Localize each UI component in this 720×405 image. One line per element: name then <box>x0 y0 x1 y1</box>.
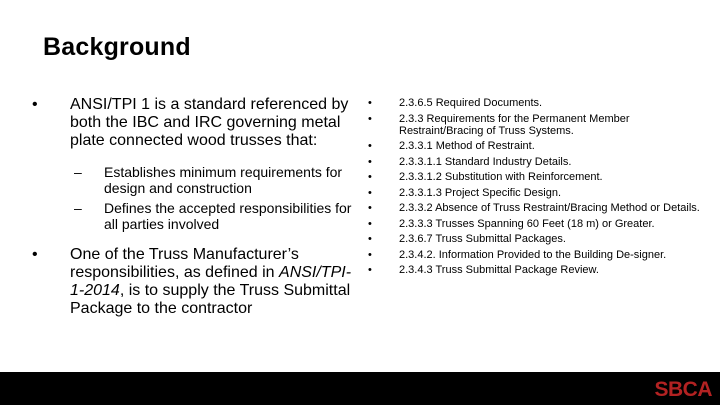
dash-icon: – <box>74 200 82 216</box>
bullet-dot-icon: • <box>368 202 372 214</box>
bullet-text-post: , is to supply the Truss Submittal Package to the contractor <box>70 282 351 317</box>
sbca-logo: SBCA <box>654 378 712 401</box>
right-column <box>366 97 711 280</box>
bullet-dot-icon: • <box>32 96 38 113</box>
list-item-text: 2.3.3.1.1 Standard Industry Details. <box>399 155 572 168</box>
bullet-dot-icon: • <box>368 233 372 245</box>
bullet-dot-icon: • <box>368 248 372 261</box>
list-item <box>366 218 711 230</box>
bullet-dot-icon: • <box>368 264 372 276</box>
dash-icon: – <box>74 164 82 180</box>
bullet-text: ANSI/TPI 1 is a standard referenced by both the IBC and IRC governing metal plate connected wood trusses that: <box>70 96 349 149</box>
bullet-dot-icon: • <box>368 112 372 125</box>
list-item-text: 2.3.6.7 Truss Submittal Packages. <box>399 233 566 245</box>
list-item-text: 2.3.3.2 Absence of Truss Restraint/Bracing Method or Details. <box>399 202 700 214</box>
bullet-dot-icon: • <box>32 246 38 263</box>
slide-title: Background <box>43 33 191 61</box>
left-column <box>30 96 360 318</box>
footer-bar <box>0 372 720 405</box>
list-item <box>366 156 711 168</box>
bullet-dot-icon: • <box>368 97 372 109</box>
list-item <box>366 97 711 109</box>
list-item-text: 2.3.3.3 Trusses Spanning 60 Feet (18 m) or Greater. <box>399 217 655 230</box>
list-item <box>366 249 711 261</box>
list-item-text: 2.3.4.2. Information Provided to the Building De-signer. <box>399 248 667 261</box>
bullet-dot-icon: • <box>368 171 372 183</box>
bullet-text-pre: One of the Truss Manufacturer’s responsibilities, as defined in <box>70 246 299 281</box>
list-item-text: 2.3.3.1.2 Substitution with Reinforcement. <box>399 171 603 183</box>
list-item-text: 2.3.3 Requirements for the Permanent Member Restraint/Bracing of Truss Systems. <box>399 112 630 137</box>
bullet-dot-icon: • <box>368 140 372 152</box>
list-item <box>366 264 711 276</box>
list-item <box>366 140 711 152</box>
list-item <box>366 202 711 214</box>
sub-item-text: Establishes minimum requirements for design and construction <box>104 164 343 196</box>
sub-item-responsibilities <box>74 200 360 232</box>
bullet-ansi-tpi <box>30 96 360 150</box>
sub-list <box>74 164 360 232</box>
list-item <box>366 113 711 137</box>
bullet-dot-icon: • <box>368 217 372 230</box>
bullet-text-standard-ref: ANSI/TPI-1-2014 <box>70 264 352 299</box>
list-item <box>366 171 711 183</box>
bullet-dot-icon: • <box>368 186 372 199</box>
sub-item-minimum-requirements <box>74 164 360 196</box>
bullet-truss-manufacturer <box>30 246 360 318</box>
list-item-text: 2.3.6.5 Required Documents. <box>399 97 543 109</box>
list-item <box>366 187 711 199</box>
list-item <box>366 233 711 245</box>
list-item-text: 2.3.3.1.3 Project Specific Design. <box>399 186 562 199</box>
sub-item-text: Defines the accepted responsibilities for all parties involved <box>104 200 352 232</box>
bullet-dot-icon: • <box>368 155 372 168</box>
list-item-text: 2.3.3.1 Method of Restraint. <box>399 140 535 152</box>
list-item-text: 2.3.4.3 Truss Submittal Package Review. <box>399 264 599 276</box>
